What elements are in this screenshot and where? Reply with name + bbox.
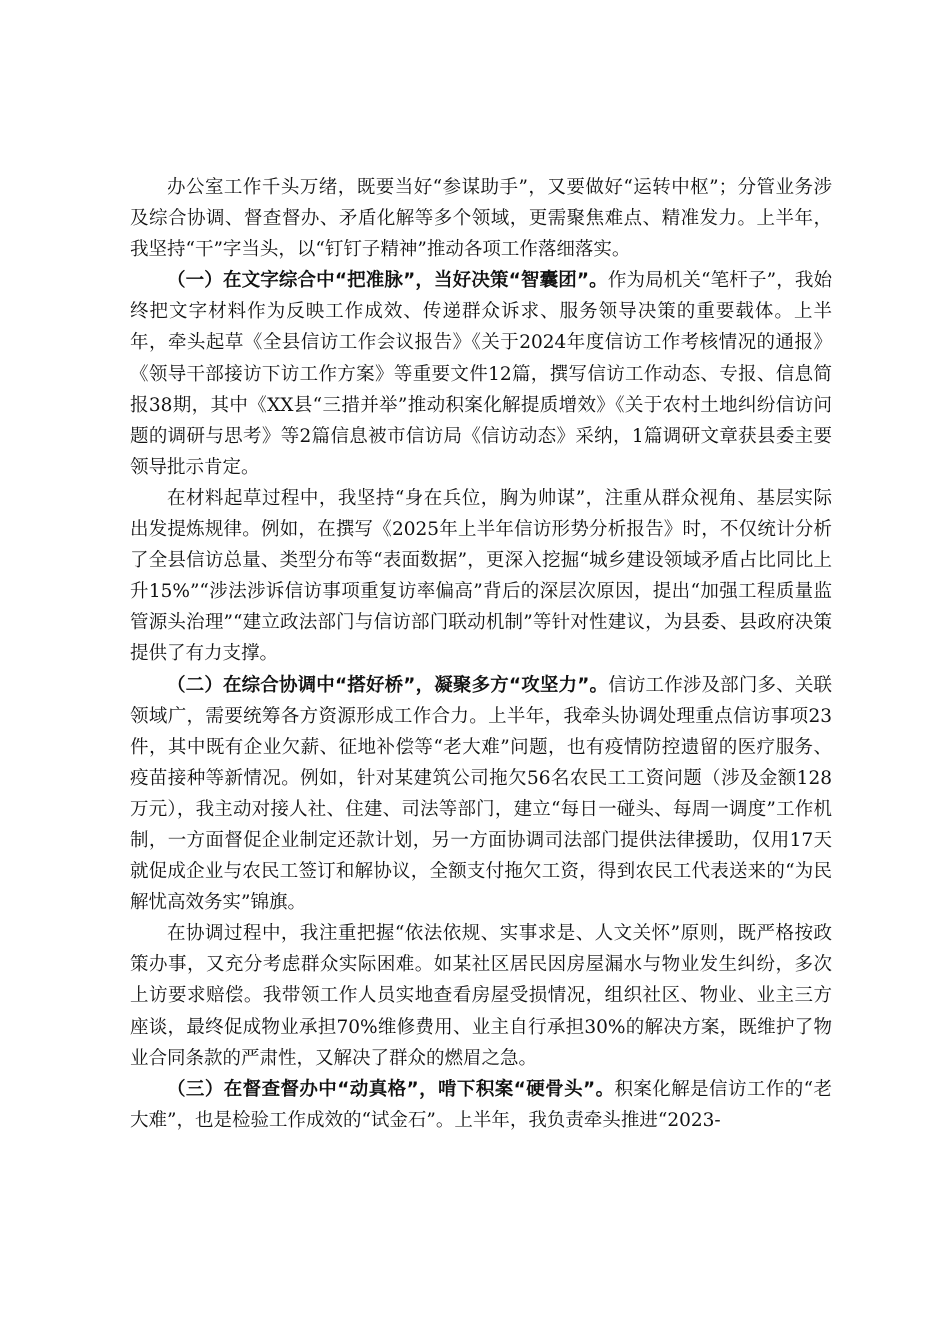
section-heading: （二）在综合协调中“搭好桥”，凝聚多方“攻坚力”。 xyxy=(167,674,609,696)
section-heading: （一）在文字综合中“把准脉”，当好决策“智囊团”。 xyxy=(167,270,608,292)
paragraph-text: 在协调过程中，我注重把握“依法依规、实事求是、人文关怀”原则，既严格按政策办事，又充分考虑群众实际困难。如某社区居民因房屋漏水与物业发生纠纷，多次上访要求赔偿。我带领工作人员实地查看房屋受损情况，组织社区、物业、业主三方座谈，最终促成物业承担70%维修费用、业主自行承担30%的解决方案，既维护了物业合同条款的严肃性，又解决了群众的燃眉之急。 xyxy=(130,923,832,1069)
paragraph-section-3 xyxy=(130,1074,832,1136)
paragraph-intro xyxy=(130,172,832,265)
paragraph-section-1 xyxy=(130,265,832,483)
paragraph-section-2-detail xyxy=(130,918,832,1073)
paragraph-text: 办公室工作千头万绪，既要当好“参谋助手”，又要做好“运转中枢”；分管业务涉及综合协调、督查督办、矛盾化解等多个领域，更需聚焦难点、精准发力。上半年，我坚持“干”字当头，以“钉钉子精神”推动各项工作落细落实。 xyxy=(130,177,832,261)
paragraph-text: 信访工作涉及部门多、关联领域广，需要统筹各方资源形成工作合力。上半年，我牵头协调处理重点信访事项23件，其中既有企业欠薪、征地补偿等“老大难”问题，也有疫情防控遗留的医疗服务、疫苗接种等新情况。例如，针对某建筑公司拖欠56名农民工工资问题（涉及金额128万元），我主动对接人社、住建、司法等部门，建立“每日一碰头、每周一调度”工作机制，一方面督促企业制定还款计划，另一方面协调司法部门提供法律援助，仅用17天就促成企业与农民工签订和解协议，全额支付拖欠工资，得到农民工代表送来的“为民解忧高效务实”锦旗。 xyxy=(130,674,832,914)
paragraph-text: 作为局机关“笔杆子”，我始终把文字材料作为反映工作成效、传递群众诉求、服务领导决策的重要载体。上半年，牵头起草《全县信访工作会议报告》《关于2024年度信访工作考核情况的通报》《领导干部接访下访工作方案》等重要文件12篇，撰写信访工作动态、专报、信息简报38期，其中《XX县“三措并举”推动积案化解提质增效》《关于农村土地纠纷信访问题的调研与思考》等2篇信息被市信访局《信访动态》采纳，1篇调研文章获县委主要领导批示肯定。 xyxy=(130,270,832,478)
paragraph-text: 积案化解是信访工作的“老大难”，也是检验工作成效的“试金石”。上半年，我负责牵头推进“2023- xyxy=(130,1078,832,1131)
document-body xyxy=(130,172,832,1136)
paragraph-text: 在材料起草过程中，我坚持“身在兵位，胸为帅谋”，注重从群众视角、基层实际出发提炼规律。例如，在撰写《2025年上半年信访形势分析报告》时，不仅统计分析了全县信访总量、类型分布等“表面数据”，更深入挖掘“城乡建设领域矛盾占比同比上升15%”“涉法涉诉信访事项重复访率偏高”背后的深层次原因，提出“加强工程质量监管源头治理”“建立政法部门与信访部门联动机制”等针对性建议，为县委、县政府决策提供了有力支撑。 xyxy=(130,487,832,665)
section-heading: （三）在督查督办中“动真格”，啃下积案“硬骨头”。 xyxy=(167,1078,615,1100)
paragraph-section-1-detail xyxy=(130,483,832,670)
paragraph-section-2 xyxy=(130,670,832,919)
